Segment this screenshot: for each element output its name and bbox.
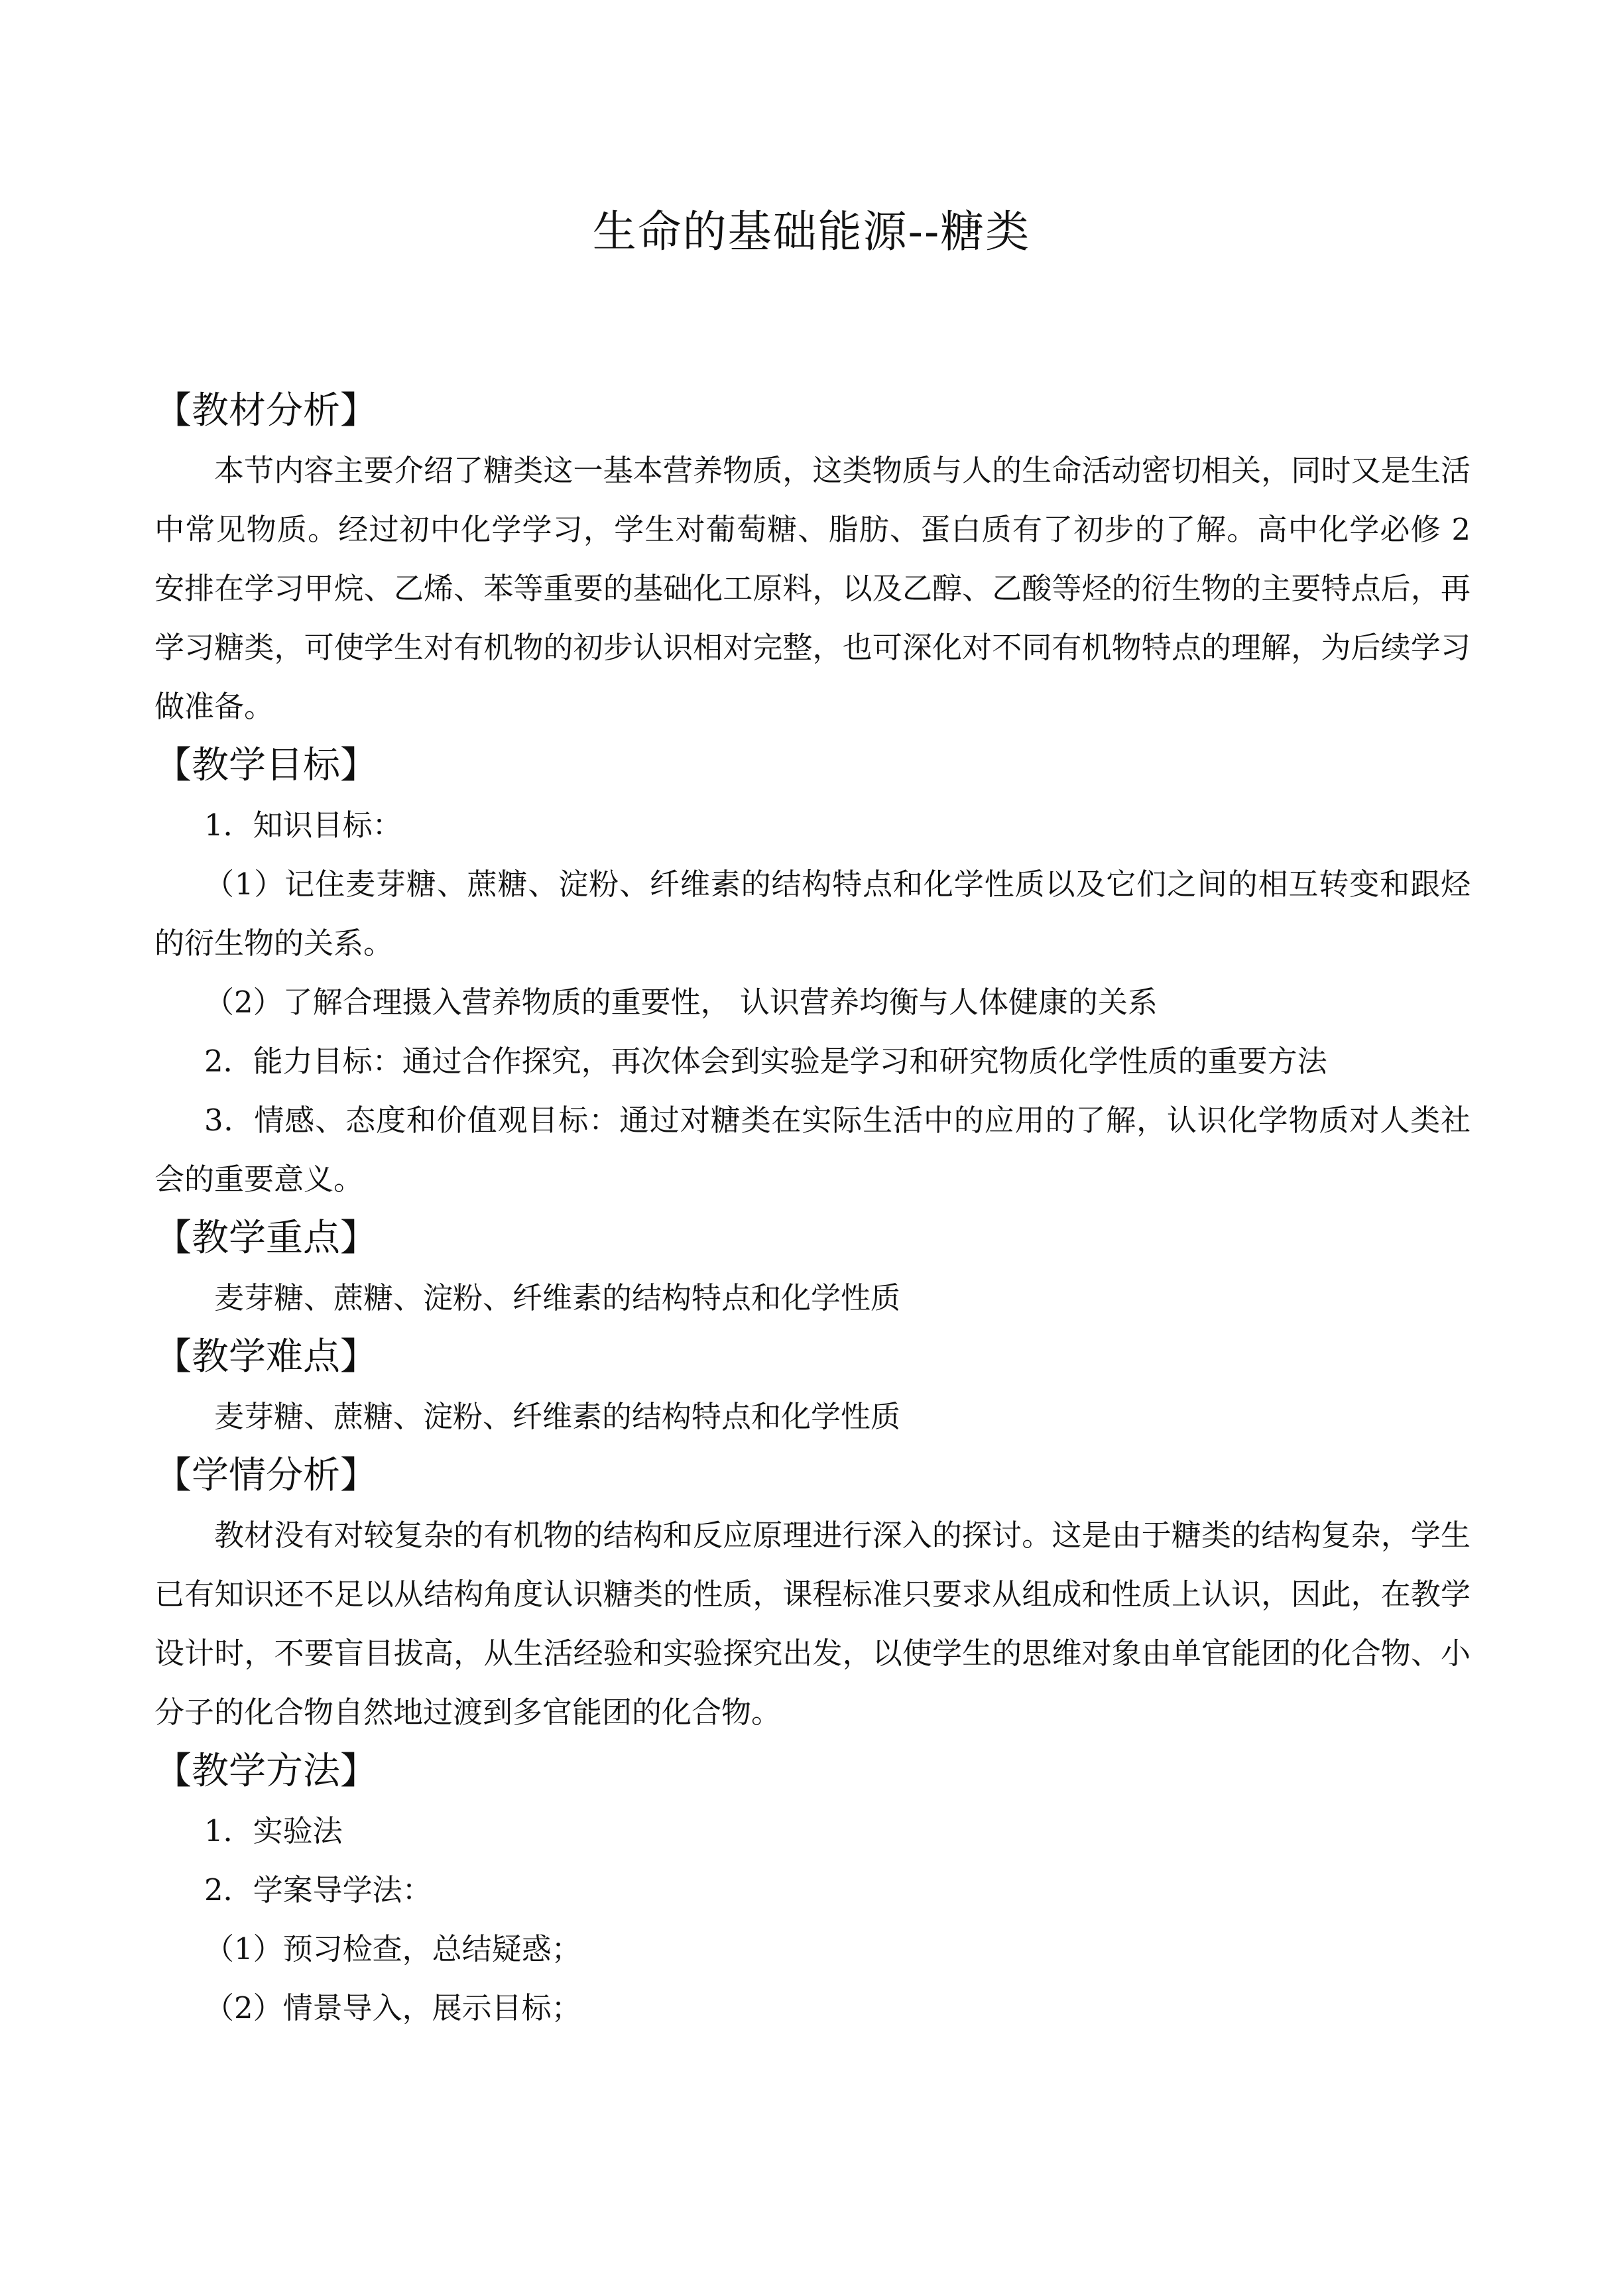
section-heading: 【教学目标】 (154, 744, 377, 787)
section-student-analysis (154, 1446, 1471, 1742)
document-title: 生命的基础能源--糖类 (592, 206, 1031, 257)
list-item: 1．知识目标： (204, 808, 402, 843)
paragraph: 麦芽糖、蔗糖、淀粉、纤维素的结构特点和化学性质 (214, 1280, 901, 1315)
paragraph: 麦芽糖、蔗糖、淀粉、纤维素的结构特点和化学性质 (214, 1399, 901, 1434)
section-material-analysis (154, 381, 1471, 736)
section-key-points (154, 1209, 1471, 1327)
section-teaching-methods (154, 1742, 1471, 2037)
list-item: （2）了解合理摄入营养物质的重要性， 认识营养均衡与人体健康的关系 (204, 985, 1158, 1020)
list-item: 2．学案导学法： (204, 1872, 432, 1907)
section-teaching-goals (154, 736, 1471, 1209)
list-item: （1）预习检查，总结疑惑； (204, 1931, 581, 1966)
list-item: （2）情景导入，展示目标； (204, 1990, 581, 2025)
paragraph: 本节内容主要介绍了糖类这一基本营养物质，这类物质与人的生命活动密切相关，同时又是生活中常见物质。经过初中化学学习，学生对葡萄糖、脂肪、蛋白质有了初步的了解。高中化学必修 2 安排在学习甲烷、乙烯、苯等重要的基础化工原料，以及乙醇、乙酸等烃的衍生物的主要特点后，再学习糖类，可使学生对有机物的初步认识相对完整，也可深化对不同有机物特点的理解，为后续学习做准备。 (154, 453, 1471, 724)
section-heading: 【教学重点】 (154, 1217, 377, 1260)
section-heading: 【教学难点】 (154, 1335, 377, 1378)
section-heading: 【教学方法】 (154, 1750, 377, 1793)
list-item: 3．情感、态度和价值观目标：通过对糖类在实际生活中的应用的了解，认识化学物质对人类社会的重要意义。 (154, 1103, 1471, 1197)
list-item: 2．能力目标：通过合作探究，再次体会到实验是学习和研究物质化学性质的重要方法 (204, 1044, 1327, 1079)
paragraph: 教材没有对较复杂的有机物的结构和反应原理进行深入的探讨。这是由于糖类的结构复杂，学生已有知识还不足以从结构角度认识糖类的性质，课程标准只要求从组成和性质上认识，因此，在教学设计时，不要盲目拔高，从生活经验和实验探究出发，以使学生的思维对象由单官能团的化合物、小分子的化合物自然地过渡到多官能团的化合物。 (154, 1518, 1471, 1730)
list-item: （1）记住麦芽糖、蔗糖、淀粉、纤维素的结构特点和化学性质以及它们之间的相互转变和跟烃的衍生物的关系。 (154, 867, 1471, 961)
list-item: 1．实验法 (204, 1813, 343, 1848)
section-difficult-points (154, 1327, 1471, 1446)
section-heading: 【学情分析】 (154, 1454, 377, 1497)
section-heading: 【教材分析】 (154, 389, 377, 432)
document-body (154, 381, 1471, 2037)
